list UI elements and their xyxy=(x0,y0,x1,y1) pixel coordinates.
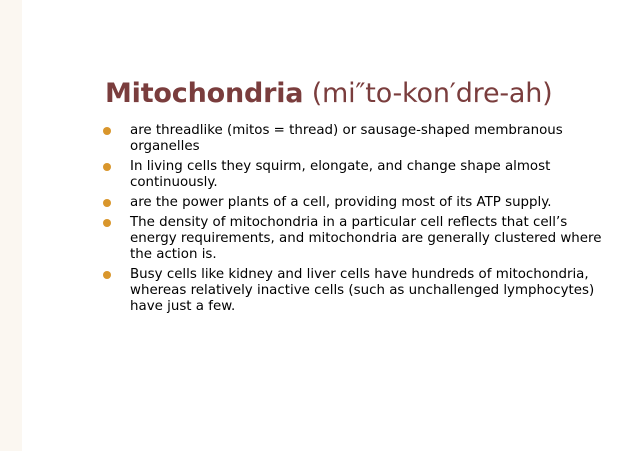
bullet-item xyxy=(103,215,603,263)
bullet-text: are threadlike (mitos = thread) or sausage-shaped membranous organelles xyxy=(130,123,563,154)
slide-content xyxy=(76,64,604,444)
decorative-side-band xyxy=(0,0,22,451)
bullet-text: In living cells they squirm, elongate, and change shape almost continuously. xyxy=(130,159,551,190)
bullet-dot-icon xyxy=(103,219,111,227)
title-pronunciation: (mi″to-kon′dre-ah) xyxy=(311,78,553,109)
bullet-item xyxy=(103,195,603,211)
bullet-item xyxy=(103,123,603,155)
bullet-text: are the power plants of a cell, providing most of its ATP supply. xyxy=(130,195,552,210)
bullet-dot-icon xyxy=(103,271,111,279)
bullet-item xyxy=(103,267,603,315)
title-term: Mitochondria xyxy=(105,78,304,109)
bullet-list xyxy=(103,123,603,319)
bullet-text: Busy cells like kidney and liver cells have hundreds of mitochondria, whereas relatively inactive cells (such as unchallenged lymphocytes) have just a few. xyxy=(130,267,595,314)
slide-title xyxy=(105,76,553,112)
bullet-text: The density of mitochondria in a particular cell reflects that cell’s energy requirements, and mitochondria are generally clustered where the action is. xyxy=(130,215,602,262)
bullet-dot-icon xyxy=(103,127,111,135)
bullet-dot-icon xyxy=(103,163,111,171)
bullet-item xyxy=(103,159,603,191)
bullet-dot-icon xyxy=(103,199,111,207)
